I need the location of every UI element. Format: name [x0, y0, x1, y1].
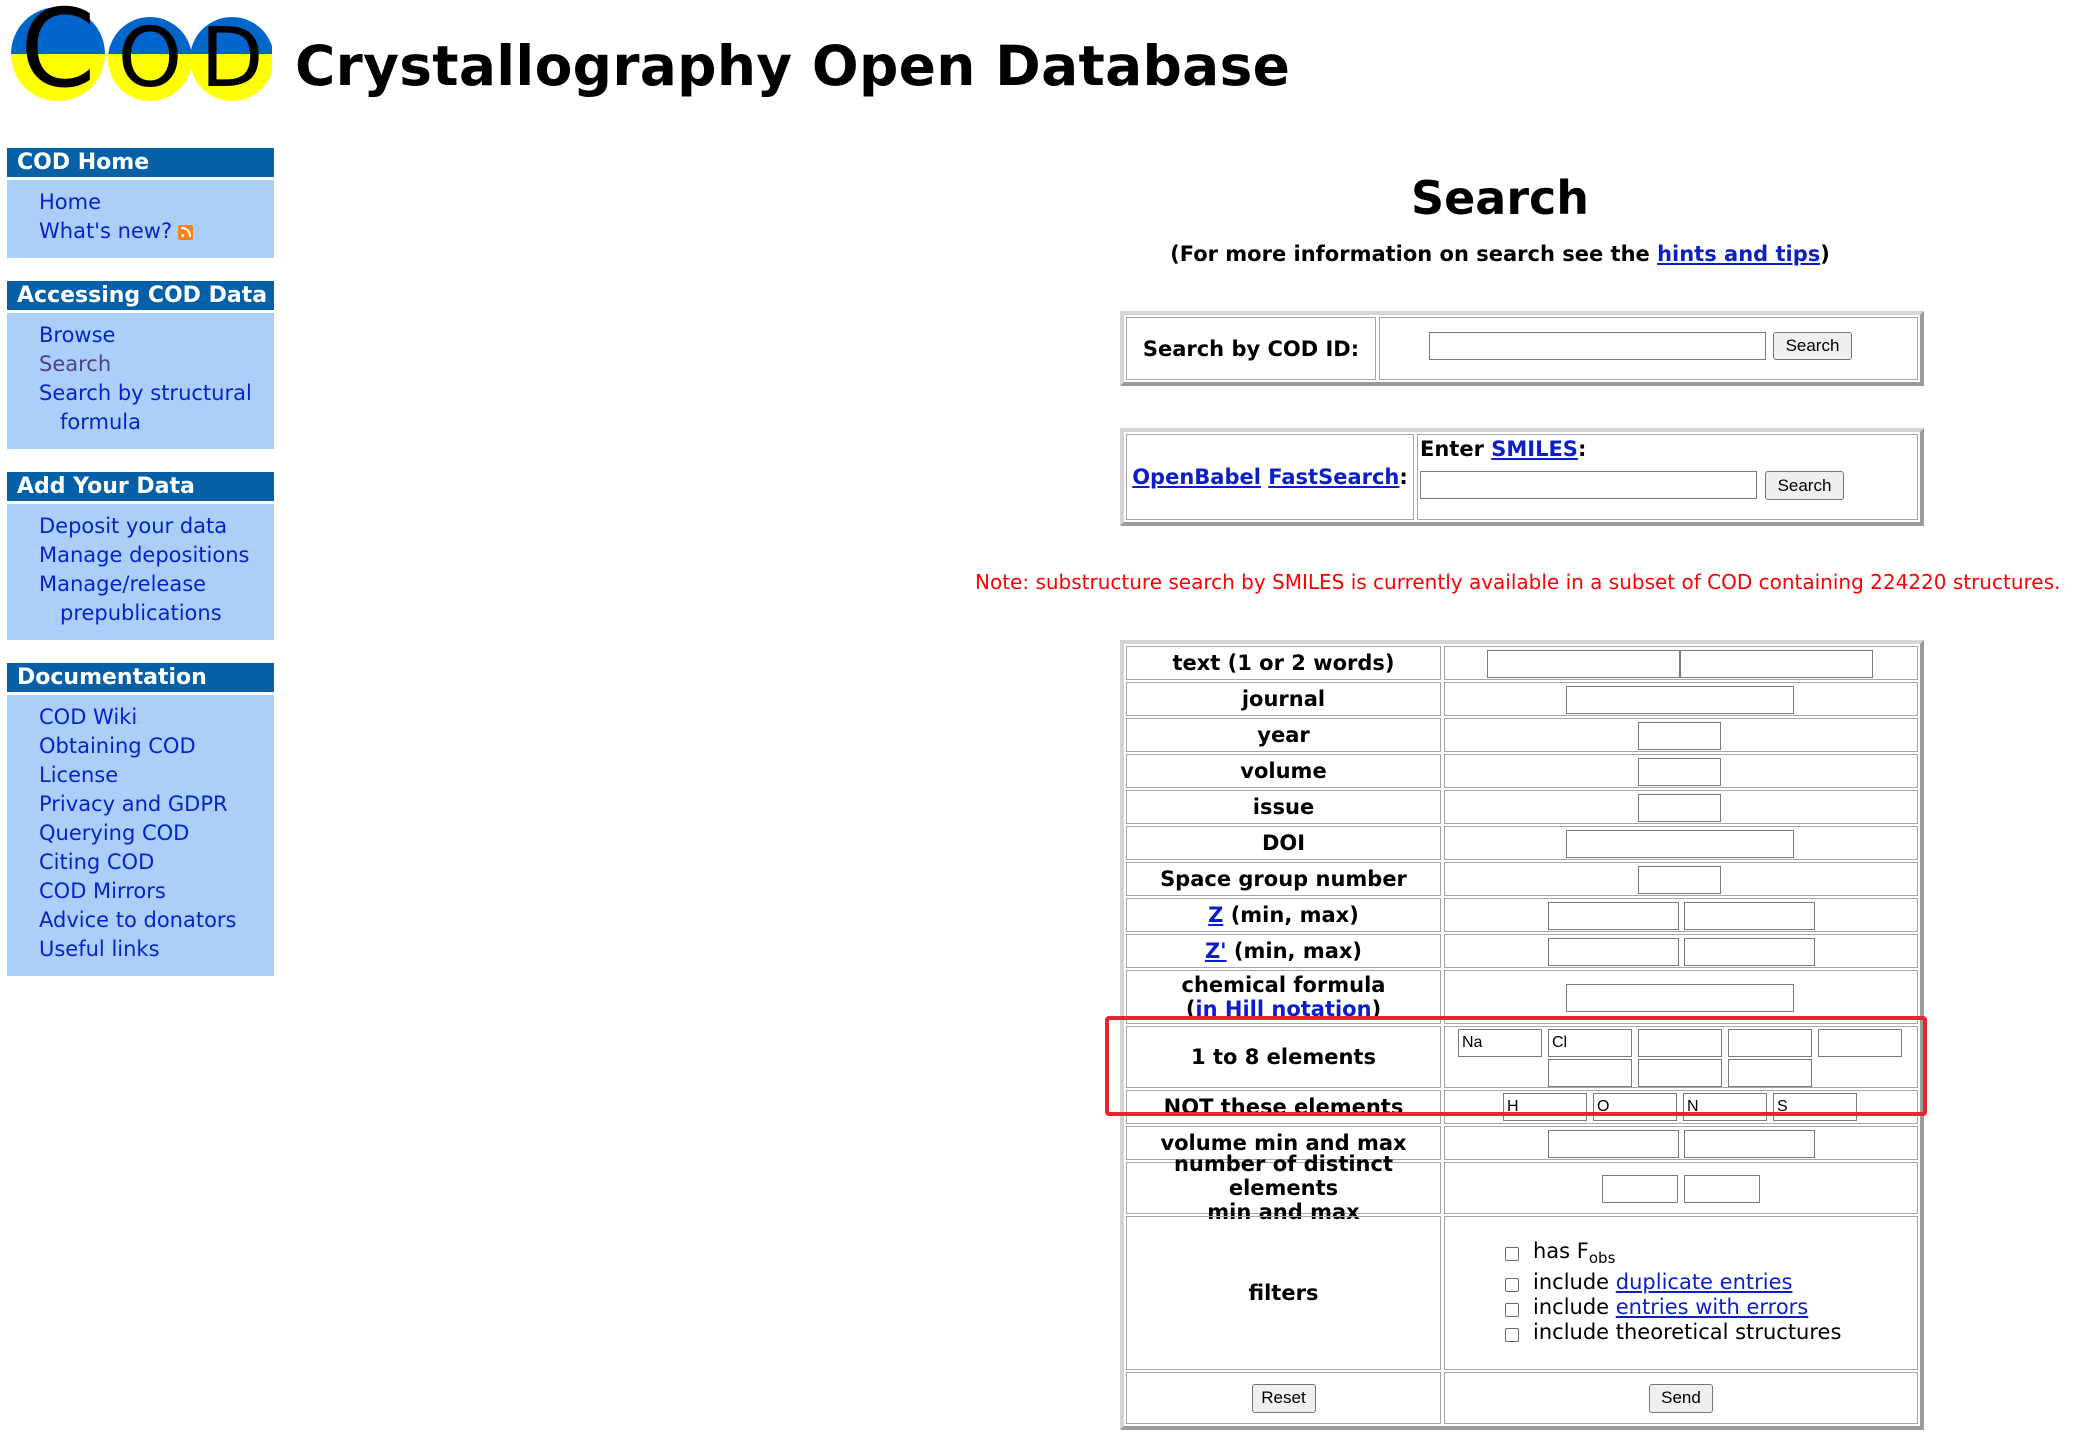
- journal-input-cell: [1444, 682, 1918, 716]
- issue-label: issue: [1126, 790, 1441, 824]
- z-label-rest: (min, max): [1223, 903, 1359, 927]
- smiles-input[interactable]: [1420, 471, 1757, 499]
- cod-id-input-cell: [1379, 317, 1918, 380]
- sidebar-item-manage-release-cont[interactable]: prepublications: [60, 601, 222, 625]
- logo-letter-o: O: [117, 11, 183, 104]
- text-inputs-cell: [1444, 646, 1918, 680]
- form-row-year: [1126, 718, 1918, 752]
- fastsearch-link[interactable]: FastSearch: [1268, 465, 1400, 489]
- text-word2-input[interactable]: [1680, 650, 1873, 678]
- reset-button[interactable]: Reset: [1252, 1384, 1316, 1413]
- smiles-input-cell: [1417, 434, 1918, 520]
- sidebar-item-mirrors[interactable]: COD Mirrors: [39, 879, 166, 903]
- sidebar-item-license[interactable]: License: [39, 763, 119, 787]
- z-label: [1126, 898, 1441, 932]
- entries-with-errors-link[interactable]: entries with errors: [1615, 1295, 1809, 1319]
- form-row-issue: [1126, 790, 1918, 824]
- chem-formula-label: [1126, 970, 1441, 1024]
- send-cell: [1444, 1372, 1918, 1424]
- sidebar-item-useful-links[interactable]: Useful links: [39, 937, 160, 961]
- spacegroup-input-cell: [1444, 862, 1918, 896]
- page-title: Search: [1410, 171, 1590, 225]
- nav-section-title: Add Your Data: [7, 472, 274, 504]
- form-row-buttons: [1126, 1372, 1918, 1424]
- smiles-note: Note: substructure search by SMILES is currently available in a subset of COD containing 224220 structures.: [975, 570, 2061, 594]
- text-label: text (1 or 2 words): [1126, 646, 1441, 680]
- elements-label: 1 to 8 elements: [1126, 1026, 1441, 1088]
- sidebar-item-manage-depositions[interactable]: Manage depositions: [39, 543, 250, 567]
- sidebar: [7, 148, 274, 999]
- nav-section-title: Accessing COD Data: [7, 281, 274, 313]
- duplicate-entries-pre: include: [1533, 1270, 1616, 1294]
- journal-input[interactable]: [1566, 686, 1794, 714]
- elements-input-cell: [1444, 1026, 1918, 1088]
- z-link[interactable]: Z: [1208, 903, 1224, 927]
- cod-id-label-cell: [1126, 317, 1376, 380]
- doi-input-cell: [1444, 826, 1918, 860]
- chem-formula-text: chemical formula: [1181, 973, 1386, 997]
- entries-with-errors-pre: include: [1533, 1295, 1616, 1319]
- nav-section-cod-home: [7, 148, 274, 258]
- openbabel-link[interactable]: OpenBabel: [1132, 465, 1261, 489]
- reset-cell: [1126, 1372, 1441, 1424]
- element-input-6[interactable]: [1548, 1059, 1632, 1087]
- form-row-distinct-elements: [1126, 1152, 1918, 1224]
- duplicate-entries-link[interactable]: duplicate entries: [1615, 1270, 1793, 1294]
- cod-id-input[interactable]: [1429, 332, 1766, 360]
- filters-label: filters: [1126, 1216, 1441, 1370]
- volume-input-cell: [1444, 754, 1918, 788]
- year-input-cell: [1444, 718, 1918, 752]
- volume-input[interactable]: [1638, 758, 1721, 786]
- z-max-input[interactable]: [1684, 902, 1815, 930]
- nav-section-accessing-data: [7, 281, 274, 449]
- journal-label: journal: [1126, 682, 1441, 716]
- z-input-cell: [1444, 898, 1918, 932]
- sidebar-item-browse[interactable]: Browse: [39, 323, 116, 347]
- form-row-elements: [1126, 1026, 1918, 1088]
- duplicate-entries-label: [1533, 1270, 1792, 1294]
- entries-with-errors-label: [1533, 1295, 1808, 1319]
- sidebar-item-querying[interactable]: Querying COD: [39, 821, 190, 845]
- element-input-8[interactable]: [1728, 1059, 1812, 1087]
- element-input-4[interactable]: [1728, 1029, 1812, 1057]
- cod-id-label: Search by COD ID:: [1142, 336, 1360, 361]
- form-row-chem-formula: [1126, 970, 1918, 1024]
- hill-pre: (: [1185, 997, 1196, 1021]
- openbabel-label: [1132, 465, 1408, 489]
- not-element-input-2[interactable]: [1593, 1093, 1677, 1121]
- send-button[interactable]: Send: [1649, 1384, 1713, 1413]
- smiles-search-button[interactable]: Search: [1765, 471, 1844, 500]
- sidebar-item-whats-new[interactable]: [39, 217, 274, 246]
- distinct-max-input[interactable]: [1684, 1175, 1760, 1203]
- nav-section-documentation: [7, 663, 274, 976]
- sidebar-item-privacy[interactable]: Privacy and GDPR: [39, 792, 228, 816]
- element-input-7[interactable]: [1638, 1059, 1722, 1087]
- not-element-input-3[interactable]: [1683, 1093, 1767, 1121]
- duplicate-entries-checkbox[interactable]: [1505, 1278, 1519, 1292]
- sidebar-item-citing[interactable]: Citing COD: [39, 850, 155, 874]
- sidebar-item-label[interactable]: What's new?: [39, 219, 173, 243]
- has-fobs-label: [1533, 1239, 1615, 1270]
- element-input-1[interactable]: [1458, 1029, 1542, 1057]
- sidebar-item-obtaining-cod[interactable]: Obtaining COD: [39, 734, 196, 758]
- distinct-elements-input-cell: [1444, 1162, 1918, 1214]
- not-element-input-1[interactable]: [1503, 1093, 1587, 1121]
- form-row-z: [1126, 898, 1918, 932]
- volume-minmax-input-cell: [1444, 1126, 1918, 1160]
- cod-logo[interactable]: [10, 4, 272, 104]
- sidebar-item-advice[interactable]: Advice to donators: [39, 908, 237, 932]
- chem-formula-input-cell: [1444, 970, 1918, 1024]
- volume-max-input[interactable]: [1684, 1130, 1815, 1158]
- has-fobs-text: has F: [1533, 1239, 1589, 1263]
- search-form: [1120, 640, 1924, 1430]
- nav-section-title: Documentation: [7, 663, 274, 695]
- sidebar-item-search-structural-formula-cont[interactable]: formula: [60, 410, 141, 434]
- zprime-link[interactable]: Z': [1204, 939, 1227, 963]
- distinct-elements-label-1: number of distinct elements: [1173, 1152, 1393, 1200]
- text-word1-input[interactable]: [1487, 650, 1680, 678]
- form-row-text: [1126, 646, 1918, 680]
- sidebar-item-deposit[interactable]: Deposit your data: [39, 514, 228, 538]
- chem-formula-input[interactable]: [1566, 984, 1794, 1012]
- element-input-3[interactable]: [1638, 1029, 1722, 1057]
- form-row-volume: [1126, 754, 1918, 788]
- distinct-min-input[interactable]: [1602, 1175, 1678, 1203]
- entries-with-errors-checkbox[interactable]: [1505, 1303, 1519, 1317]
- hill-post: ): [1371, 997, 1382, 1021]
- doi-label: DOI: [1126, 826, 1441, 860]
- search-hint: [950, 242, 2050, 266]
- search-hint-post: ): [1820, 242, 1830, 266]
- sidebar-item-search-structural-formula[interactable]: Search by structural: [39, 381, 252, 405]
- issue-input-cell: [1444, 790, 1918, 824]
- doi-input[interactable]: [1566, 830, 1794, 858]
- sidebar-item-manage-release[interactable]: Manage/release: [39, 572, 207, 596]
- element-input-5[interactable]: [1818, 1029, 1902, 1057]
- form-row-zprime: [1126, 934, 1918, 968]
- year-input[interactable]: [1638, 722, 1721, 750]
- cod-id-search-box: [1120, 311, 1924, 386]
- openbabel-colon: :: [1399, 465, 1408, 489]
- form-row-not-elements: [1126, 1090, 1918, 1124]
- site-title: Crystallography Open Database: [295, 34, 1291, 98]
- form-row-spacegroup: [1126, 862, 1918, 896]
- smiles-search-box: [1120, 428, 1924, 526]
- logo-letter-d: D: [200, 11, 264, 104]
- not-element-input-4[interactable]: [1773, 1093, 1857, 1121]
- distinct-elements-label-2: min and max: [1207, 1200, 1360, 1224]
- cod-id-search-button[interactable]: Search: [1773, 332, 1852, 360]
- spacegroup-input[interactable]: [1638, 866, 1721, 894]
- zprime-input-cell: [1444, 934, 1918, 968]
- hill-notation-link[interactable]: in Hill notation: [1195, 997, 1372, 1021]
- year-label: year: [1126, 718, 1441, 752]
- openbabel-label-cell: [1126, 434, 1414, 520]
- z-min-input[interactable]: [1548, 902, 1679, 930]
- issue-input[interactable]: [1638, 794, 1721, 822]
- volume-min-input[interactable]: [1548, 1130, 1679, 1158]
- search-hint-pre: (For more information on search see the: [1170, 242, 1658, 266]
- smiles-label: [1420, 437, 1586, 461]
- rss-icon[interactable]: [178, 225, 193, 240]
- volume-label: volume: [1126, 754, 1441, 788]
- zprime-max-input[interactable]: [1684, 938, 1815, 966]
- sidebar-item-cod-wiki[interactable]: COD Wiki: [39, 705, 138, 729]
- smiles-label-post: :: [1577, 437, 1587, 461]
- spacegroup-label: Space group number: [1126, 862, 1441, 896]
- has-fobs-checkbox[interactable]: [1505, 1247, 1519, 1261]
- sidebar-item-search[interactable]: Search: [39, 352, 112, 376]
- form-row-doi: [1126, 826, 1918, 860]
- filters-cell: [1444, 1216, 1918, 1370]
- distinct-elements-label: [1126, 1152, 1441, 1224]
- theoretical-structures-label: include theoretical structures: [1533, 1320, 1842, 1344]
- nav-section-add-data: [7, 472, 274, 640]
- smiles-link[interactable]: SMILES: [1491, 437, 1578, 461]
- volume-minmax-label: volume min and max: [1126, 1126, 1441, 1160]
- zprime-label: [1126, 934, 1441, 968]
- theoretical-structures-checkbox[interactable]: [1505, 1328, 1519, 1342]
- smiles-label-pre: Enter: [1420, 437, 1492, 461]
- sidebar-item-home[interactable]: Home: [39, 190, 102, 214]
- element-input-2[interactable]: [1548, 1029, 1632, 1057]
- form-row-filters: [1126, 1216, 1918, 1370]
- logo-letter-c: C: [20, 4, 96, 104]
- hints-and-tips-link[interactable]: hints and tips: [1657, 242, 1821, 266]
- not-elements-label: NOT these elements: [1126, 1090, 1441, 1124]
- not-elements-input-cell: [1444, 1090, 1918, 1124]
- form-row-journal: [1126, 682, 1918, 716]
- zprime-min-input[interactable]: [1548, 938, 1679, 966]
- nav-section-title: COD Home: [7, 148, 274, 180]
- zprime-label-rest: (min, max): [1226, 939, 1363, 963]
- has-fobs-sub: obs: [1588, 1249, 1616, 1268]
